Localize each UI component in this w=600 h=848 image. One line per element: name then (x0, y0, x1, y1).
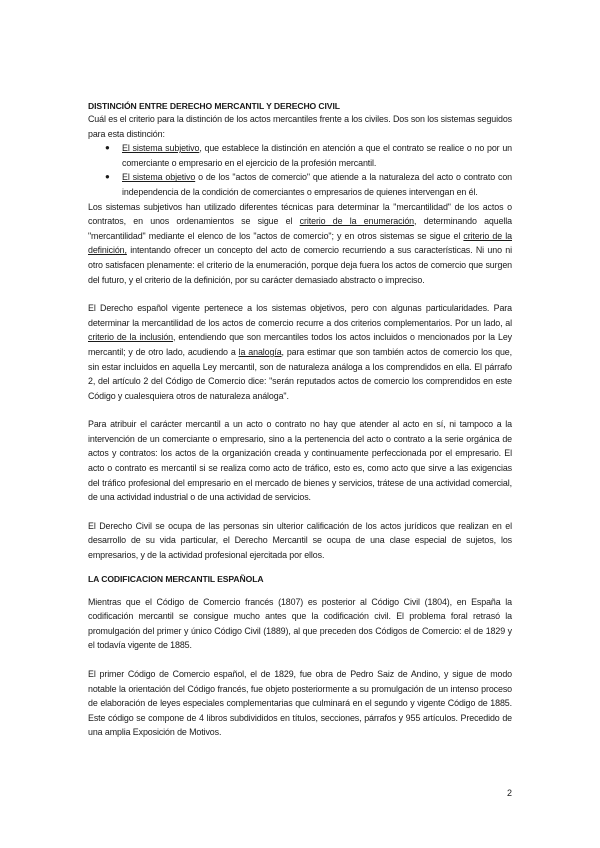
systems-bullet-list (88, 141, 512, 199)
paragraph-derecho-espanol (88, 301, 512, 403)
term-criterio-inclusion: criterio de la inclusión (88, 332, 174, 343)
bullet-icon: ● (105, 143, 110, 153)
term-sistema-objetivo: El sistema objetivo (122, 172, 196, 183)
text-run: El Derecho español vigente pertenece a los sistemas objetivos, pero con algunas particularidades. Para determinar la mercantilidad de los actos de comercio recurre a dos criterios complementarios. Por un lado, al (88, 303, 512, 328)
term-criterio-definicion: criterio de la definición, (88, 230, 512, 256)
paragraph-caracter-mercantil: Para atribuir el carácter mercantil a un acto o contrato no hay que atender al acto en sí, ni tampoco a la intervención de un comerciante o empresario, sino a la pertenencia del acto o contrato a la serie orgánica de actos y contratos: los actos de la organización creada y continuamente perfeccionada por el empresario. El acto o contrato es mercantil si se realiza como acto de tráfico, esto es, como acto que sirve a las exigencias del tráfico profesional del empresario en el mercado de bienes y servicios, trátese de una actividad comercial, de una actividad industrial o de una actividad de servicios. (88, 419, 512, 503)
bullet-text: o de los "actos de comercio" que atiende a la naturaleza del acto o contrato con independencia de la condición de comerciantes o empresarios de quienes intervengan en él. (122, 172, 512, 197)
term-sistema-subjetivo: El sistema subjetivo (122, 143, 200, 154)
section-heading-codificacion: LA CODIFICACION MERCANTIL ESPAÑOLA (88, 573, 264, 584)
paragraph-codigo-frances: Mientras que el Código de Comercio francés (1807) es posterior al Código Civil (1804), en España la codificación mercantil se consigue mucho antes que la codificación civil. El problema foral retrasó la promulgación del primer y único Código Civil (1889), al que preceden dos Códigos de Comercio: el de 1829 y el todavía vigente de 1885. (88, 596, 512, 651)
text-run: , entendiendo que son mercantiles todos los actos incluidos o mencionados por la Ley mercantil; y de otro lado, acudiendo a (88, 332, 512, 357)
section-heading-distincion: DISTINCIÓN ENTRE DERECHO MERCANTIL Y DERECHO CIVIL (88, 101, 340, 111)
text-run: , para estimar que son también actos de comercio los que, sin estar incluidos en aquella Ley mercantil, son de naturaleza análoga a los comprendidos en ella. El párrafo 2, del artículo 2 del Código de Comercio dice: "serán reputados actos de comercio los comprendidos en este Código y cualesquiera otros de naturaleza análoga". (88, 346, 512, 401)
bullet-text: , que establece la distinción en atención a que el contrato se realice o no por un comerciante o empresario en el ejercicio de la profesión mercantil. (122, 143, 513, 168)
paragraph-primer-codigo: El primer Código de Comercio español, el de 1829, fue obra de Pedro Saiz de Andino, y sigue de modo notable la orientación del Código francés, fue objeto posteriormente a su promulgación de un intenso proceso de elaboración de leyes especiales complementarias que culminará en el segundo y vigente Código de 1885. Este código se compone de 4 libros subdivididos en títulos, secciones, párrafos y 955 artículos. Precedido de una amplia Exposición de Motivos. (88, 669, 512, 738)
bullet-icon: ● (105, 172, 110, 182)
paragraph-derecho-civil: El Derecho Civil se ocupa de las personas sin ulterior calificación de los actos jurídicos que realizan en el desarrollo de su vida particular, el Derecho Mercantil se ocupa de una clase especial de sujetos, los empresarios, y de la actividad profesional ejercitada por ellos. (88, 520, 512, 561)
bullet-item-objetivo (105, 170, 512, 199)
paragraph-sistemas-subjetivos (88, 200, 512, 288)
term-criterio-enumeracion: criterio de la enumeración (299, 216, 415, 227)
page-number: 2 (506, 788, 512, 798)
text-run: Los sistemas subjetivos han utilizado diferentes técnicas para determinar la "mercantilidad" de los actos o contratos, en unos ordenamientos se sigue el (88, 201, 512, 227)
term-analogia: la analogía (238, 346, 282, 357)
text-run: intentando ofrecer un concepto del acto de comercio recurriendo a sus características. Ni uno ni otro satisfacen plenamente: el criterio de la enumeración, porque deja fuera los actos de comercio que surgen del futuro, y el criterio de la definición, por su carácter demasiado abstracto o impreciso. (88, 245, 512, 285)
intro-paragraph: Cuál es el criterio para la distinción de los actos mercantiles frente a los civiles. Dos son los sistemas seguidos para esta distinción: (88, 114, 512, 139)
bullet-item-subjetivo (105, 141, 513, 170)
text-run: , determinando aquella "mercantilidad" mediante el elenco de los "actos de comercio"; y en otros sistemas se sigue el (88, 216, 513, 241)
